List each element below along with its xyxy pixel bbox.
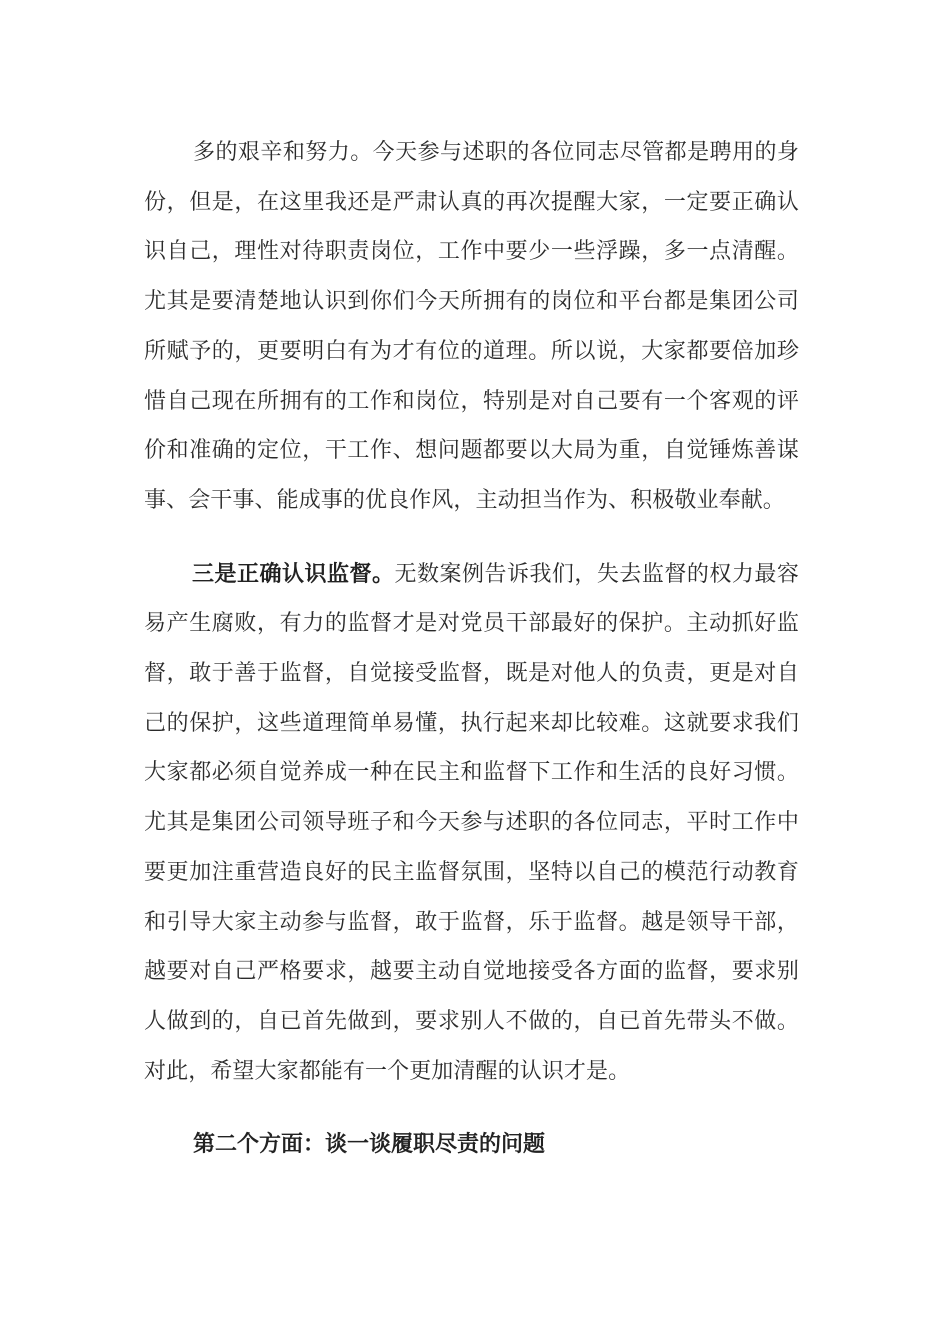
paragraph-lead-heading: 三是正确认识监督。 [192, 561, 395, 587]
section-heading: 第二个方面：谈一谈履职尽责的问题 [193, 1132, 546, 1158]
document-body [144, 128, 799, 1170]
paragraph-gap [144, 1096, 799, 1120]
paragraph-supervision [144, 550, 799, 1097]
paragraph-supervision-text: 无数案例告诉我们，失去监督的权力最容易产生腐败，有力的监督才是对党员干部最好的保护。主动抓好监督，敢于善于监督，自觉接受监督，既是对他人的负责，更是对自己的保护，这些道理简单易懂，执行起来却比较难。这就要求我们大家都必须自觉养成一种在民主和监督下工作和生活的良好习惯。尤其是集团公司领导班子和今天参与述职的各位同志，平时工作中要更加注重营造良好的民主监督氛围，坚特以自己的模范行动教育和引导大家主动参与监督，敢于监督，乐于监督。越是领导干部，越要对自己严格要求，越要主动自觉地接受各方面的监督，要求别人做到的，自已首先做到，要求别人不做的，自已首先带头不做。对此，希望大家都能有一个更加清醒的认识才是。 [144, 561, 799, 1084]
paragraph-gap [144, 526, 799, 550]
paragraph-continuation: 多的艰辛和努力。今天参与述职的各位同志尽管都是聘用的身份，但是，在这里我还是严肃认真的再次提醒大家，一定要正确认识自己，理性对待职责岗位，工作中要少一些浮躁，多一点清醒。尤其是要清楚地认识到你们今天所拥有的岗位和平台都是集团公司所赋予的，更要明白有为才有位的道理。所以说，大家都要倍加珍惜自己现在所拥有的工作和岗位，特别是对自己要有一个客观的评价和准确的定位，干工作、想问题都要以大局为重，自觉锤炼善谋事、会干事、能成事的优良作风，主动担当作为、积极敬业奉献。 [144, 140, 799, 513]
